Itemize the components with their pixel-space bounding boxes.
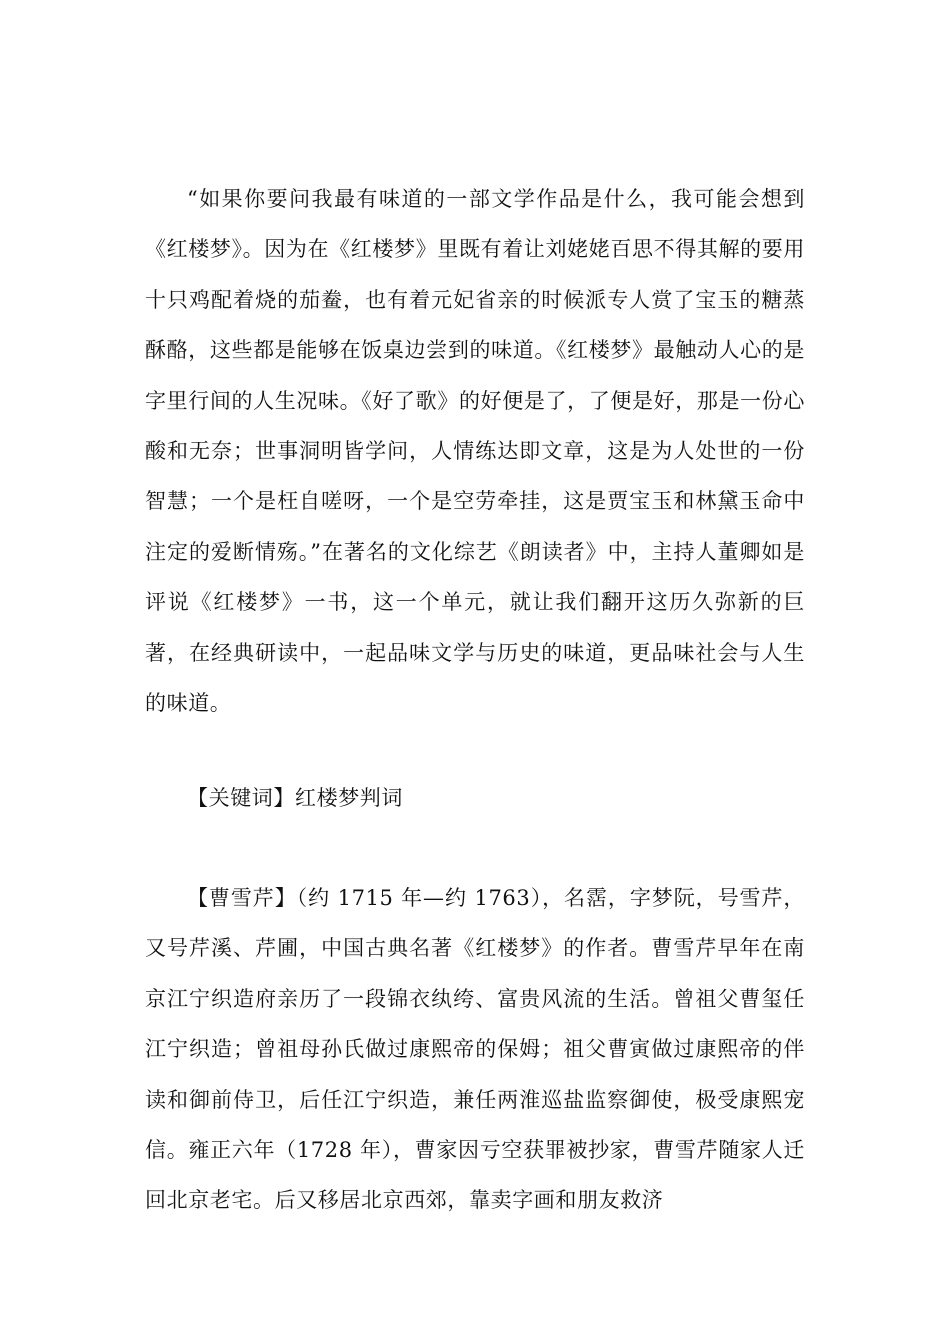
keywords-paragraph: 【关键词】红楼梦判词 [187, 786, 403, 810]
intro-paragraph: “如果你要问我最有味道的一部文学作品是什么，我可能会想到《红楼梦》。因为在《红楼梦》里既有着让刘姥姥百思不得其解的要用十只鸡配着烧的茄鲞，也有着元妃省亲的时候派专人赏了宝玉的糖蒸酥酪，这些都是能够在饭桌边尝到的味道。《红楼梦》最触动人心的是字里行间的人生况味。《好了歌》的好便是了，了便是好，那是一份心酸和无奈；世事洞明皆学问，人情练达即文章，这是为人处世的一份智慧；一个是枉自嗟呀，一个是空劳牵挂，这是贾宝玉和林黛玉命中注定的爱断情殇。”在著名的文化综艺《朗读者》中，主持人董卿如是评说《红楼梦》一书，这一个单元，就让我们翻开这历久弥新的巨著，在经典研读中，一起品味文学与历史的味道，更品味社会与人生的味道。 [145, 187, 805, 716]
author-paragraph: 【曹雪芹】（约 1715 年—约 1763），名霑，字梦阮，号雪芹，又号芹溪、芹圃，中国古典名著《红楼梦》的作者。曹雪芹早年在南京江宁织造府亲历了一段锦衣纨绔、富贵风流的生活。曾祖父曹玺任江宁织造；曾祖母孙氏做过康熙帝的保姆；祖父曹寅做过康熙帝的伴读和御前侍卫，后任江宁织造，兼任两淮巡盐监察御使，极受康熙宠信。雍正六年（1728 年），曹家因亏空获罪被抄家，曹雪芹随家人迁回北京老宅。后又移居北京西郊，靠卖字画和朋友救济 [145, 886, 805, 1213]
